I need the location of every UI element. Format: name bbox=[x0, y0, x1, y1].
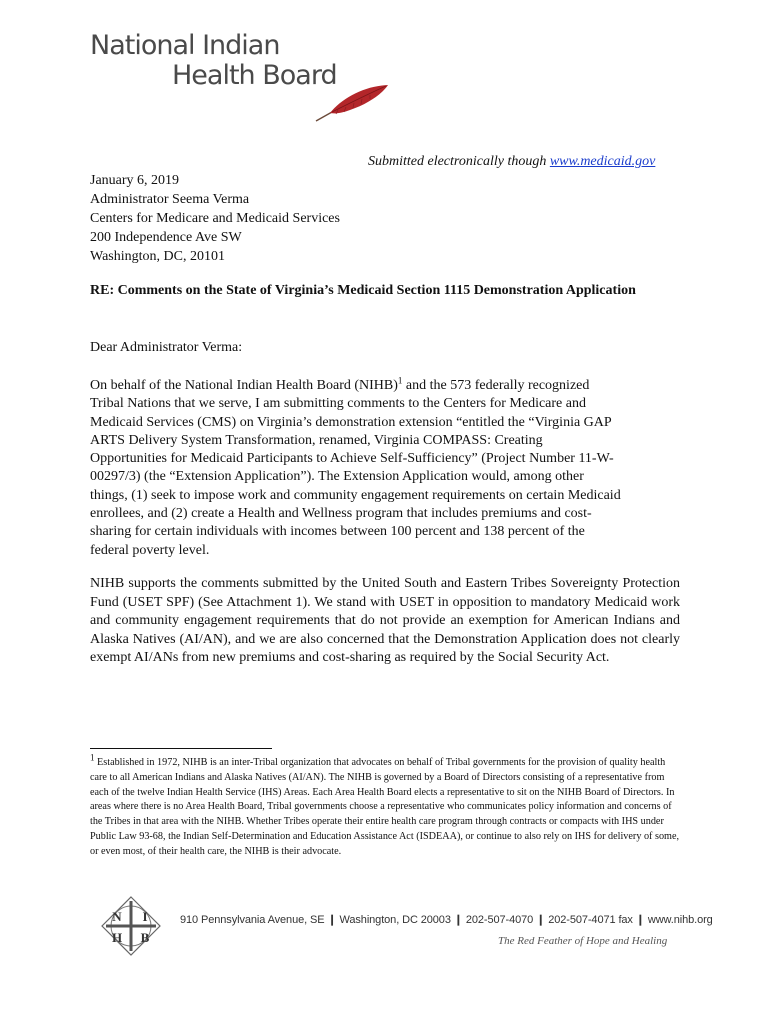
footer-contact: 910 Pennsylvania Avenue, SE ❙ Washington, DC 20003 ❙ 202-507-4070 ❙ 202-507-4071 fax ❙ www.nihb.org bbox=[180, 914, 713, 926]
logo-line-2: Health Board bbox=[172, 60, 337, 91]
p1-line: ARTS Delivery System Transformation, renamed, Virginia COMPASS: Creating bbox=[90, 432, 543, 448]
nihb-emblem-icon bbox=[100, 895, 162, 957]
footnote-text: Established in 1972, NIHB is an inter-Tribal organization that advocates on behalf of Tribal governments for the provision of quality health care to all American Indians and Alaska Natives (AI/AN). The NIHB is governed by a Board of Directors consisting of a representative from each of the twelve Indian Health Service (IHS) Areas. Each Area Health Board elects a representative to sit on the NIHB Board of Directors. In areas where there is no Area Health Board, Tribal governments choose a representative who communicates policy information and concerns of the Tribes in that area with the NIHB. Whether Tribes operate their entire health care program through contracts or compacts with IHS under Public Law 93-68, the Indian Self-Determination and Education Assistance Act (ISDEAA), or continue to also rely on IHS for delivery of some, or even most, of their health care, the NIHB is their advocate. bbox=[90, 757, 680, 857]
footnote-divider bbox=[90, 748, 272, 749]
p1-line: things, (1) seek to impose work and community engagement requirements on certain Medicaid bbox=[90, 487, 621, 503]
red-feather-icon bbox=[312, 80, 392, 125]
recipient-agency: Centers for Medicare and Medicaid Services bbox=[90, 211, 340, 226]
address-block bbox=[90, 171, 340, 266]
footer-tagline: The Red Feather of Hope and Healing bbox=[498, 935, 668, 947]
footnote-ref[interactable]: 1 bbox=[397, 375, 403, 386]
p1-line: On behalf of the National Indian Health Board (NIHB)$^1$ and the 573 federally recognized bbox=[90, 375, 590, 393]
p1-line: 00297/3) (the “Extension Application”). The Extension Application would, among other bbox=[90, 469, 584, 485]
p1-line: Medicaid Services (CMS) on Virginia’s demonstration extension “entitled the “Virginia GAP bbox=[90, 414, 612, 430]
recipient-street: 200 Independence Ave SW bbox=[90, 230, 242, 245]
footnote bbox=[90, 752, 682, 860]
p1-line: Tribal Nations that we serve, I am submitting comments to the Centers for Medicare and bbox=[90, 396, 586, 412]
letter-date: January 6, 2019 bbox=[90, 173, 180, 188]
p1-line: federal poverty level. bbox=[90, 542, 210, 558]
footnote-marker: 1 bbox=[90, 752, 95, 763]
emblem-letter: N bbox=[112, 909, 122, 924]
subject-line: RE: Comments on the State of Virginia’s Medicaid Section 1115 Demonstration Application bbox=[90, 283, 636, 298]
salutation: Dear Administrator Verma: bbox=[90, 340, 243, 355]
p1-line: enrollees, and (2) create a Health and Wellness program that includes premiums and cost- bbox=[90, 506, 592, 522]
emblem-letter: B bbox=[140, 930, 150, 945]
paragraph-2: NIHB supports the comments submitted by the United South and Eastern Tribes Sovereignty Protection Fund (USET SPF) (See Attachment 1). We stand with USET in opposition to mandatory Medicaid work and community engagement requirements that do not provide an exemption for American Indians and Alaska Natives (AI/AN), and we are also concerned that the Demonstration Application does not clearly exempt AI/ANs from new premiums and cost-sharing as required by the Social Security Act. bbox=[90, 576, 680, 665]
emblem-letter: I bbox=[142, 909, 148, 924]
recipient-name: Administrator Seema Verma bbox=[90, 192, 250, 207]
emblem-letter: H bbox=[111, 930, 123, 945]
submission-text: Submitted electronically though bbox=[368, 154, 547, 169]
paragraph-1 bbox=[90, 377, 680, 560]
recipient-city: Washington, DC, 20101 bbox=[90, 249, 225, 264]
submission-note bbox=[368, 154, 655, 170]
p1-line: Opportunities for Medicaid Participants to Achieve Self-Sufficiency” (Project Number 11-W- bbox=[90, 451, 614, 467]
p1-line: sharing for certain individuals with incomes between 100 percent and 138 percent of the bbox=[90, 524, 585, 540]
nihb-logo bbox=[90, 30, 350, 130]
medicaid-link[interactable]: www.medicaid.gov bbox=[549, 154, 656, 169]
logo-line-1: National Indian bbox=[90, 30, 280, 61]
